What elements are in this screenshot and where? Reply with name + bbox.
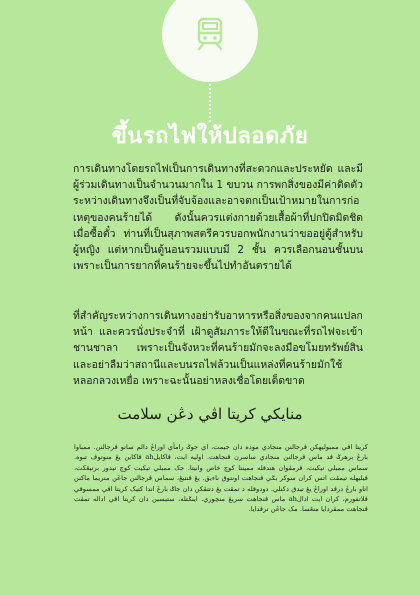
- train-icon-badge: [162, 0, 258, 82]
- paragraph-2: ที่สำคัญระหว่างการเดินทางอย่ารับอาหารหรือสิ่งของจากคนแปลกหน้า และควรนั่งประจำที่ เฝ้าดูสัมภาระให้ดีในขณะที่รถไฟจะเข้าชานชาลา เพราะเป็นจังหวะที่คนร้ายมักจะลงมือขโมยทรัพย์สิน และอย่าลืมว่าสถานีและบนรถไฟล้วนเป็นแหล่งที่คนร้ายมักใช้หลอกลวงเหยื่อ เพราะฉะนั้นอย่าหลงเชื่อโดยเด็ดขาด: [73, 310, 363, 387]
- paragraph-1: การเดินทางโดยรถไฟเป็นการเดินทางที่สะดวกและประหยัด และมีผู้ร่วมเดินทางเป็นจำนวนมากใน 1 ขบวน การพกสิ่งของมีค่าติดตัวระหว่างเดินทางจึงเป็นที่จับจ้องและอาจตกเป็นเป้าหมายในการก่อเหตุของคนร้ายได้ ดังนั้นควรแต่งกายด้วยเสื้อผ้าที่ปกปิดมิดชิด เมื่อซื้อตั๋ว ท่านที่เป็นสุภาพสตรีควรบอกพนักงานว่าขออยู่ตู้สำหรับผู้หญิง แต่หากเป็นตู้นอนรวมแบบมี 2 ชั้น ควรเลือกนอนชั้นบน เพราะเป็นการยากที่คนร้ายจะขึ้นไปทำอันตรายได้: [73, 163, 363, 273]
- jawi-heading: منايكي كريتا اڤي دڠن سلامت: [117, 405, 303, 423]
- train-icon: [194, 17, 226, 51]
- jawi-paragraph: كريتا اڤي ممبوليهكن ڤرجالنن منجادي موده دان جيمت، اي جوݢ رامأي اوراڠ دالم ساتو ڤرجالنن. ممباوا بارڠ برهرݢ ڤد ماس ڤرجالنن منجادي ساسرن ڤنجاهت. اوليه ايت، ڤاكايلah ڤاكاين يڠ منوتوڤ تبوه. سماس ممبلي تيكيت، ڤرمڤوان هندقله ممينتا كوچ خاص وانيتا. جک ممبلي تيكيت كوچ تيدور برتيڠكت، ڤيليهله تيمڤت اتس كران سوكر بݢي ڤنجاهت اونتوق ناءيق. يڠ ڤنتيڠ، سماس ڤرجالنن جاڠن منريما ماكنن اتاو بارڠ درڤد اوراڠ يڠ تيدق دكنلي. دودوقله د تمڤت يڠ دتتڤكن دان جاݢ بارڠ اندا كتيک كريتا اڤي ممسوقي ڤلاتفورم، كران ايت ادالah ماس ڤنجاهت سريڠ منچوري. اينݢتله، ستيسين دان كريتا اڤي اداله تمڤت ڤنجاهت ممڤردايا منڠسا. مک جاڠن ترڤدايا.: [74, 443, 368, 514]
- connector-dotted-line: [209, 84, 211, 122]
- page-title: ขึ้นรถไฟให้ปลอดภัย: [111, 124, 309, 149]
